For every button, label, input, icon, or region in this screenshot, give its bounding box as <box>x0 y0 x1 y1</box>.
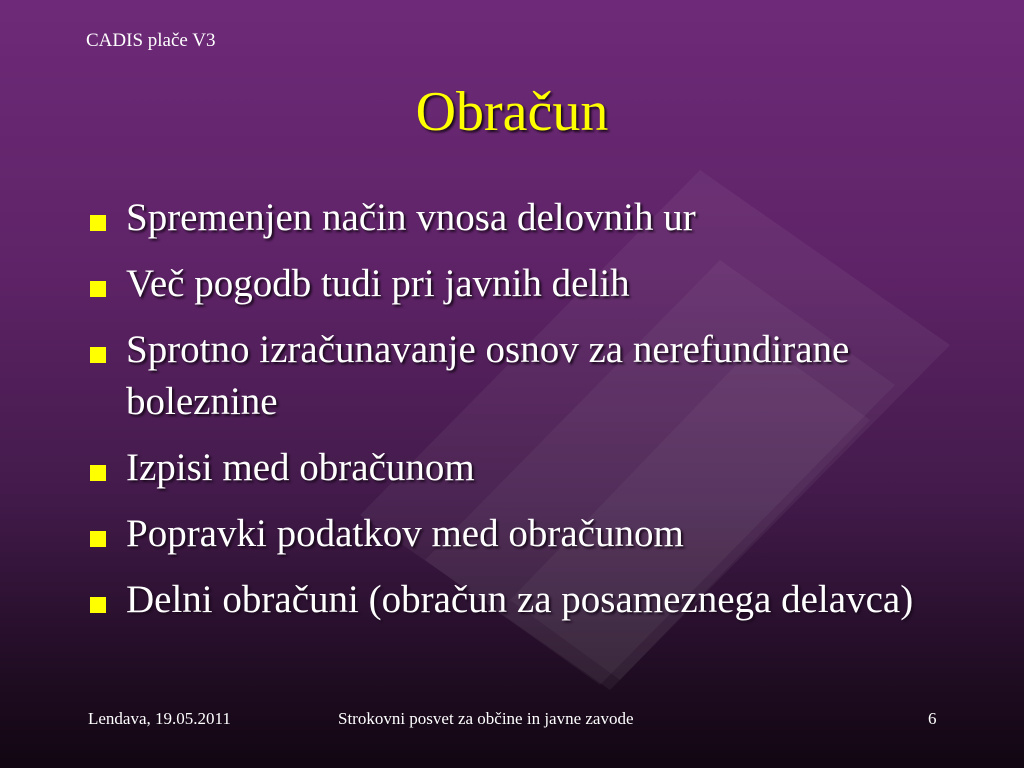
bullet-text: Izpisi med obračunom <box>126 446 475 489</box>
square-bullet-icon <box>90 531 106 547</box>
footer-event-name: Strokovni posvet za občine in javne zavode <box>338 709 634 728</box>
bullet-item <box>86 192 946 244</box>
square-bullet-icon <box>90 597 106 613</box>
bullet-item <box>86 508 946 560</box>
bullet-item <box>86 324 946 428</box>
square-bullet-icon <box>90 281 106 297</box>
bullet-list <box>86 192 946 640</box>
square-bullet-icon <box>90 347 106 363</box>
bullet-item <box>86 574 946 626</box>
footer-date-location: Lendava, 19.05.2011 <box>88 709 231 728</box>
bullet-text: Popravki podatkov med obračunom <box>126 512 684 555</box>
bullet-text: Delni obračuni (obračun za posameznega delavca) <box>126 578 914 621</box>
bullet-item <box>86 442 946 494</box>
bullet-text: Sprotno izračunavanje osnov za nerefundirane boleznine <box>126 328 850 423</box>
slide-title: Obračun <box>415 81 609 143</box>
header-text: CADIS plače V3 <box>86 30 216 51</box>
bullet-item <box>86 258 946 310</box>
bullet-text: Več pogodb tudi pri javnih delih <box>126 262 630 305</box>
bullet-text: Spremenjen način vnosa delovnih ur <box>126 196 696 239</box>
square-bullet-icon <box>90 465 106 481</box>
page-number: 6 <box>928 709 937 728</box>
square-bullet-icon <box>90 215 106 231</box>
